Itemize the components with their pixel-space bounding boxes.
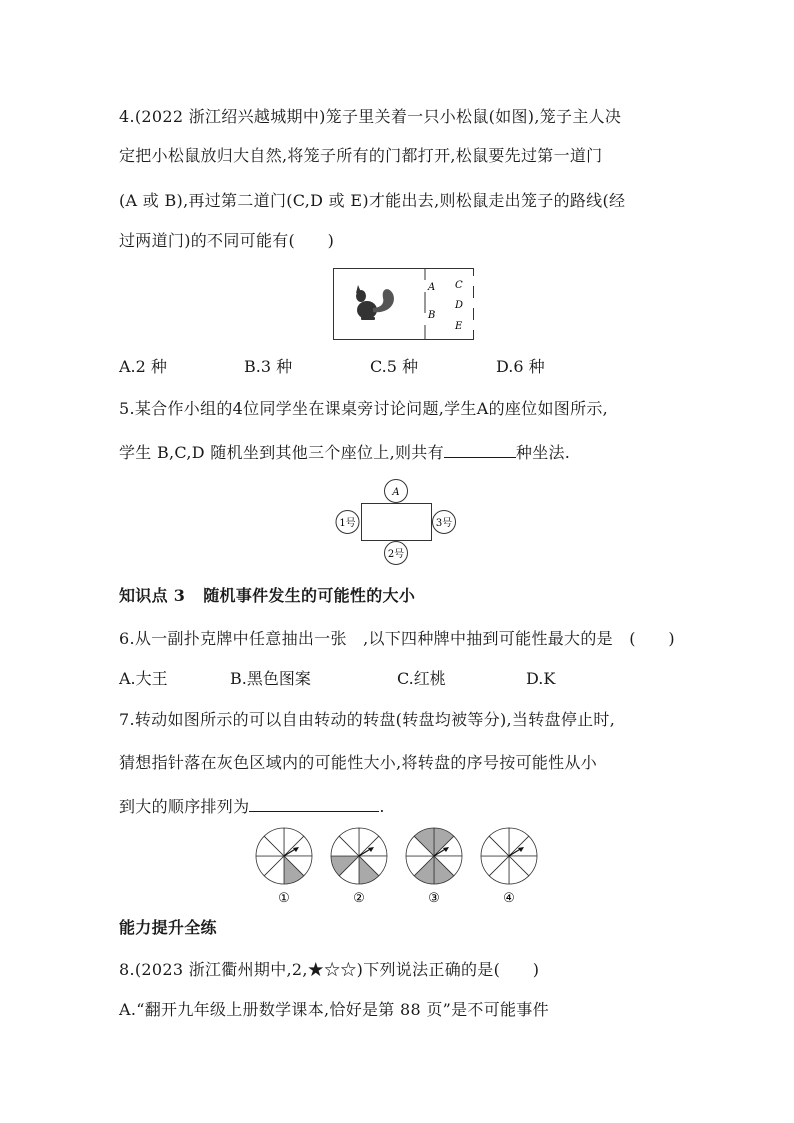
q5-line-1: 5.某合作小组的4位同学坐在课桌旁讨论问题,学生A的座位如图所示, [119,399,609,418]
q6-option-b: B.黑色图案 [230,669,311,688]
spinners-figure [250,824,550,910]
seat-3-label: 3号 [435,518,453,529]
q4-line-3: (A 或 B),再过第二道门(C,D 或 E)才能出去,则松鼠走出笼子的路线(经 [119,191,626,210]
spinner-1 [256,828,312,906]
q5-line-2 [119,441,570,463]
section-3-label: 知识点 3 [119,586,186,605]
spinner-label: ② [353,891,365,906]
door-e-label: E [455,321,463,332]
q6-option-a: A.大王 [119,669,168,688]
cage-figure [333,268,475,344]
spinner-label: ① [278,891,290,906]
spinner-3 [406,828,462,906]
q4-line-2: 定把小松鼠放归大自然,将笼子所有的门都打开,松鼠要先过第一道门 [119,146,603,165]
door-a-label: A [428,282,436,293]
spinner-2 [331,828,387,906]
section-3-title: 随机事件发生的可能性的大小 [203,586,416,605]
spinner-4 [481,828,537,906]
q4-option-a: A.2 种 [119,357,167,376]
q4-option-d: D.6 种 [496,357,545,376]
q6-option-c: C.红桃 [397,669,446,688]
q6-option-d: D.K [526,669,556,688]
q7-line-3 [119,795,385,817]
q5-line-2-end: 种坐法. [515,443,571,462]
seat-1-label: 1号 [339,518,356,529]
q6-line-1: 6.从一副扑克牌中任意抽出一张 ,以下四种牌中抽到可能性最大的是 ( ) [119,629,675,648]
q8-line-1: 8.(2023 浙江衢州期中,2,★☆☆)下列说法正确的是( ) [119,960,540,979]
spinner-label: ④ [503,891,515,906]
q5-answer-blank [444,441,516,458]
spinner-label: ③ [428,891,440,906]
door-b-label: B [428,310,436,321]
q5-line-2-text: 学生 B,C,D 随机坐到其他三个座位上,则共有 [119,443,444,462]
q4-option-b: B.3 种 [244,357,293,376]
ability-section-heading: 能力提升全练 [119,918,217,937]
q7-answer-blank [249,795,379,812]
seat-a-label: A [392,487,400,498]
seating-figure [334,478,462,574]
seat-2-label: 2号 [387,549,405,560]
section-3-heading [119,586,415,606]
q7-line-3-end: . [379,797,385,816]
door-c-label: C [455,280,463,291]
q7-line-1: 7.转动如图所示的可以自由转动的转盘(转盘均被等分),当转盘停止时, [119,710,616,729]
q4-line-4: 过两道门)的不同可能有( ) [119,231,335,250]
door-d-label: D [455,300,464,311]
q8-option-a: A.“翻开九年级上册数学课本,恰好是第 88 页”是不可能事件 [119,1000,549,1019]
squirrel-icon [356,285,394,320]
q7-line-2: 猜想指针落在灰色区域内的可能性大小,将转盘的序号按可能性从小 [119,753,598,772]
q7-line-3-text: 到大的顺序排列为 [119,797,250,816]
q4-option-c: C.5 种 [370,357,419,376]
q4-line-1: 4.(2022 浙江绍兴越城期中)笼子里关着一只小松鼠(如图),笼子主人决 [119,107,622,126]
